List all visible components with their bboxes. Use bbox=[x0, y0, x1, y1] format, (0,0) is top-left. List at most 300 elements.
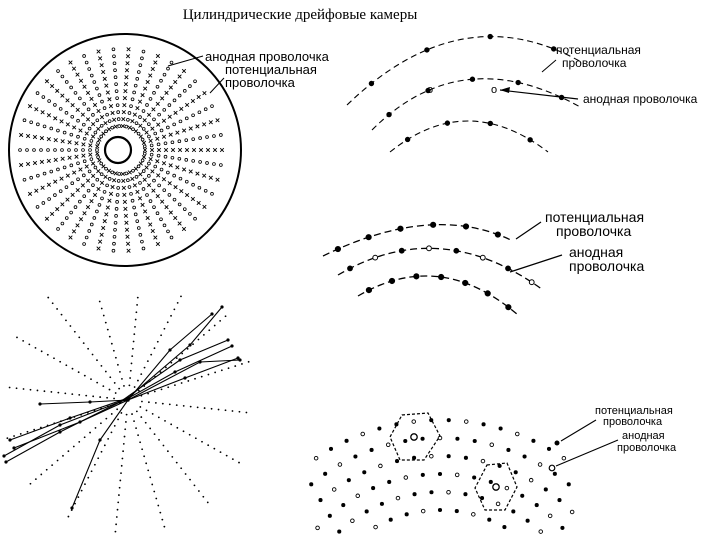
grid-dot bbox=[136, 304, 138, 306]
grid-dot bbox=[154, 347, 156, 349]
potential-wire-x bbox=[145, 166, 149, 170]
potential-wire-x bbox=[126, 242, 130, 246]
potential-wire-x bbox=[83, 211, 87, 215]
potential-wire-x bbox=[83, 85, 87, 89]
potential-wire-x bbox=[106, 91, 110, 95]
potential-wire-x bbox=[192, 148, 196, 152]
grid-dot bbox=[35, 478, 37, 480]
anode-wire-o bbox=[163, 73, 166, 76]
potential-wire-mark bbox=[445, 121, 449, 125]
anode-dot bbox=[447, 490, 451, 494]
anode-wire-o bbox=[113, 235, 116, 238]
potential-wire-x bbox=[202, 123, 206, 127]
potential-wire-x bbox=[104, 121, 108, 125]
anode-wire-o bbox=[164, 142, 167, 145]
potential-wire-x bbox=[47, 183, 51, 187]
anode-wire-o bbox=[185, 180, 188, 183]
anode-wire-o bbox=[147, 123, 150, 126]
anode-wire-o bbox=[117, 186, 120, 189]
potential-dot bbox=[498, 464, 501, 467]
grid-dot bbox=[147, 469, 149, 471]
grid-dot bbox=[47, 354, 49, 356]
anode-wire-o bbox=[160, 79, 163, 82]
anode-wire-o bbox=[153, 179, 156, 182]
potential-dot bbox=[365, 510, 368, 513]
potential-dot bbox=[482, 423, 485, 426]
anode-wire-o bbox=[83, 55, 86, 58]
grid-dot bbox=[208, 329, 210, 331]
potential-dot bbox=[507, 448, 510, 451]
anode-wire-o bbox=[157, 154, 160, 157]
potential-wire-x bbox=[139, 172, 143, 176]
potential-wire-x bbox=[185, 148, 189, 152]
anode-wire-mark bbox=[480, 255, 485, 260]
anode-wire-o bbox=[19, 149, 22, 152]
anode-wire-o bbox=[132, 169, 135, 172]
label-potential-3a: потенциальная bbox=[545, 209, 645, 225]
anode-wire-o bbox=[211, 105, 214, 108]
grid-dot bbox=[115, 392, 117, 394]
label-potential-2a: потенциальная bbox=[556, 43, 641, 57]
anode-wire-o bbox=[153, 91, 156, 94]
grid-dot bbox=[197, 406, 199, 408]
grid-dot bbox=[180, 467, 182, 469]
anode-wire-o bbox=[42, 96, 45, 99]
anode-wire-o bbox=[118, 173, 121, 176]
grid-dot bbox=[16, 337, 18, 339]
grid-dot bbox=[220, 451, 222, 453]
grid-dot bbox=[225, 409, 227, 411]
grid-dot bbox=[84, 375, 86, 377]
anode-wire-o bbox=[133, 206, 136, 209]
grid-dot bbox=[150, 354, 152, 356]
anode-wire-o bbox=[113, 55, 116, 58]
anode-wire-o bbox=[113, 242, 116, 245]
anode-wire-o bbox=[139, 182, 142, 185]
anode-wire-o bbox=[116, 193, 119, 196]
hex-cell-2 bbox=[475, 463, 517, 510]
potential-wire-x bbox=[169, 164, 173, 168]
label-potential-5b: проволочка bbox=[603, 416, 663, 428]
grid-dot bbox=[100, 422, 102, 424]
anode-wire-o bbox=[158, 184, 161, 187]
grid-dot bbox=[61, 314, 63, 316]
anode-wire-o bbox=[71, 182, 74, 185]
anode-wire-o bbox=[65, 186, 68, 189]
grid-dot bbox=[20, 433, 22, 435]
grid-dot bbox=[130, 370, 132, 372]
potential-wire-x bbox=[125, 221, 129, 225]
event-display bbox=[2, 295, 249, 532]
potential-wire-x bbox=[156, 123, 160, 127]
grid-dot bbox=[133, 341, 135, 343]
anode-wire-o bbox=[48, 100, 51, 103]
grid-dot bbox=[107, 438, 109, 440]
anode-wire-o bbox=[48, 198, 51, 201]
anode-wire-o bbox=[146, 104, 149, 107]
anode-wire-o bbox=[163, 108, 166, 111]
anode-wire-o bbox=[213, 135, 216, 138]
grid-dot bbox=[208, 374, 210, 376]
grid-dot bbox=[153, 491, 155, 493]
potential-wire-x bbox=[86, 179, 90, 183]
anode-wire-o bbox=[103, 190, 106, 193]
potential-wire-x bbox=[154, 61, 158, 65]
potential-wire-x bbox=[125, 68, 129, 72]
anode-wire-o bbox=[153, 118, 156, 121]
anode-wire-o bbox=[219, 134, 222, 137]
label-anode-3b: проволочка bbox=[569, 258, 645, 274]
anode-wire-o bbox=[65, 81, 68, 84]
anode-wire-o bbox=[100, 162, 103, 165]
grid-dot bbox=[84, 483, 86, 485]
anode-dot bbox=[539, 530, 543, 534]
potential-wire-x bbox=[105, 84, 109, 88]
potential-wire-x bbox=[143, 87, 147, 91]
label-anode-3a: анодная bbox=[569, 244, 624, 260]
potential-wire-x bbox=[127, 47, 131, 51]
grid-dot bbox=[30, 483, 32, 485]
anode-dot bbox=[455, 473, 459, 477]
potential-wire-x bbox=[75, 141, 79, 145]
potential-wire-x bbox=[50, 84, 54, 88]
potential-wire-x bbox=[125, 75, 129, 79]
anode-wire-o bbox=[114, 69, 117, 72]
anode-wire-o bbox=[112, 48, 115, 51]
anode-wire-o bbox=[204, 189, 207, 192]
anode-wire-o bbox=[88, 230, 91, 233]
potential-wire-x bbox=[96, 169, 100, 173]
potential-wire-x bbox=[40, 160, 44, 164]
potential-wire-x bbox=[114, 172, 118, 176]
anode-wire-o bbox=[63, 131, 66, 134]
leader-line-anode-3 bbox=[510, 255, 562, 272]
grid-dot bbox=[167, 450, 169, 452]
potential-wire-x bbox=[53, 180, 57, 184]
anode-wire-o bbox=[68, 149, 71, 152]
potential-wire-x bbox=[98, 159, 102, 163]
potential-wire-x bbox=[41, 110, 45, 114]
grid-dot bbox=[99, 301, 101, 303]
potential-dot bbox=[380, 502, 383, 505]
anode-wire-o bbox=[95, 210, 98, 213]
grid-dot bbox=[119, 371, 121, 373]
potential-wire-x bbox=[162, 135, 166, 139]
potential-wire-x bbox=[169, 211, 173, 215]
anode-wire-o bbox=[116, 97, 119, 100]
grid-dot bbox=[37, 390, 39, 392]
potential-wire-x bbox=[156, 174, 160, 178]
potential-wire-x bbox=[72, 230, 76, 234]
anode-wire-o bbox=[199, 161, 202, 164]
anode-wire-o bbox=[36, 205, 39, 208]
label-anode-5b: проволочка bbox=[617, 442, 677, 454]
grid-dot bbox=[131, 363, 133, 365]
anode-dot bbox=[316, 526, 320, 530]
radial-dot-grid bbox=[6, 295, 249, 532]
grid-dot bbox=[201, 441, 203, 443]
potential-wire-x bbox=[121, 172, 125, 176]
potential-wire-x bbox=[66, 198, 70, 202]
potential-wire-x bbox=[142, 141, 146, 145]
track-line bbox=[40, 358, 238, 404]
anode-wire-o bbox=[143, 145, 146, 148]
potential-wire-x bbox=[45, 217, 49, 221]
grid-dot bbox=[164, 420, 166, 422]
anode-wire-o bbox=[54, 149, 57, 152]
potential-wire-x bbox=[33, 135, 37, 139]
potential-wire-x bbox=[79, 129, 83, 133]
potential-wire-mark bbox=[389, 278, 394, 283]
anode-dot bbox=[396, 496, 400, 500]
anode-wire-o bbox=[90, 74, 93, 77]
grid-dot bbox=[135, 311, 137, 313]
grid-dot bbox=[140, 416, 142, 418]
anode-wire-o bbox=[166, 126, 169, 129]
track-hit bbox=[8, 438, 11, 441]
anode-wire-o bbox=[139, 233, 142, 236]
potential-dot bbox=[347, 479, 350, 482]
potential-dot bbox=[421, 473, 424, 476]
potential-wire-x bbox=[98, 57, 102, 61]
anode-wire-o bbox=[192, 114, 195, 117]
stagger-arc-2 bbox=[338, 248, 543, 290]
potential-wire-x bbox=[150, 148, 154, 152]
potential-wire-mark bbox=[439, 274, 444, 279]
anode-wire-o bbox=[142, 50, 145, 53]
potential-wire-x bbox=[157, 148, 161, 152]
potential-wire-mark bbox=[366, 288, 371, 293]
potential-wire-x bbox=[82, 143, 86, 147]
hex-wire-dots bbox=[310, 419, 574, 534]
leader-line-potential-2 bbox=[542, 60, 556, 72]
potential-dot bbox=[430, 491, 433, 494]
anode-dot bbox=[430, 454, 434, 458]
grid-dot bbox=[62, 455, 64, 457]
grid-dot bbox=[155, 402, 157, 404]
potential-wire-x bbox=[176, 166, 180, 170]
potential-wire-mark bbox=[405, 137, 409, 141]
grid-dot bbox=[119, 487, 121, 489]
potential-dot bbox=[378, 427, 381, 430]
anode-dot bbox=[314, 456, 318, 460]
anode-wire-o bbox=[199, 137, 202, 140]
potential-wire-x bbox=[79, 168, 83, 172]
label-potential-2b: проволочка bbox=[562, 56, 627, 70]
label-potential-5a: потенциальная bbox=[595, 405, 673, 417]
grid-dot bbox=[167, 321, 169, 323]
anode-wire-o bbox=[54, 194, 57, 197]
anode-wire-o bbox=[82, 123, 85, 126]
hexagonal-cell-diagram bbox=[310, 405, 677, 533]
grid-dot bbox=[51, 464, 53, 466]
potential-wire-x bbox=[28, 104, 32, 108]
grid-dot bbox=[132, 348, 134, 350]
potential-wire-x bbox=[134, 167, 138, 171]
grid-dot bbox=[78, 441, 80, 443]
potential-wire-x bbox=[126, 61, 130, 65]
grid-dot bbox=[137, 297, 139, 299]
potential-wire-x bbox=[103, 219, 107, 223]
potential-wire-x bbox=[96, 127, 100, 131]
potential-wire-x bbox=[47, 137, 51, 141]
anode-wire-o bbox=[63, 166, 66, 169]
potential-wire-mark bbox=[348, 266, 353, 271]
grid-dot bbox=[44, 390, 46, 392]
anode-wire-o bbox=[106, 113, 109, 116]
potential-wire-x bbox=[127, 249, 131, 253]
potential-wire-x bbox=[54, 158, 58, 162]
anode-wire-o bbox=[189, 213, 192, 216]
anode-wire-o bbox=[83, 137, 86, 140]
anode-wire-o bbox=[116, 200, 119, 203]
arc-layer-1 bbox=[347, 37, 583, 105]
grid-dot bbox=[116, 408, 118, 410]
anode-wire-o bbox=[96, 149, 99, 152]
anode-wire-o bbox=[185, 139, 188, 142]
potential-wire-x bbox=[136, 190, 140, 194]
potential-dot bbox=[567, 483, 570, 486]
grid-dot bbox=[117, 501, 119, 503]
potential-wire-x bbox=[151, 127, 155, 131]
anode-wire-o bbox=[157, 143, 160, 146]
anode-wire-o bbox=[23, 119, 26, 122]
anode-wire-o bbox=[90, 139, 93, 142]
grid-dot bbox=[134, 386, 136, 388]
anode-wire-o bbox=[74, 92, 77, 95]
grid-dot bbox=[141, 401, 143, 403]
potential-wire-x bbox=[91, 122, 95, 126]
anode-dot bbox=[529, 478, 533, 482]
track-hit bbox=[226, 338, 229, 341]
potential-wire-x bbox=[105, 213, 109, 217]
grid-dot bbox=[189, 434, 191, 436]
anode-wire-o bbox=[54, 104, 57, 107]
grid-dot bbox=[148, 401, 150, 403]
potential-wire-x bbox=[133, 184, 137, 188]
grid-dot bbox=[28, 343, 30, 345]
potential-wire-x bbox=[154, 236, 158, 240]
label-potential-wire-1: потенциальная bbox=[225, 62, 317, 77]
potential-wire-mark bbox=[431, 222, 436, 227]
potential-wire-mark bbox=[488, 34, 492, 38]
anode-wire-o bbox=[115, 214, 118, 217]
anode-wire-o bbox=[153, 206, 156, 209]
potential-wire-x bbox=[146, 80, 150, 84]
grid-dot bbox=[77, 496, 79, 498]
anode-wire-o bbox=[134, 213, 137, 216]
anode-wire-o bbox=[137, 227, 140, 230]
potential-wire-x bbox=[123, 96, 127, 100]
grid-dot bbox=[115, 523, 117, 525]
potential-dot bbox=[329, 447, 332, 450]
potential-dot bbox=[512, 510, 515, 513]
grid-dot bbox=[218, 409, 220, 411]
anode-wire-o bbox=[70, 164, 73, 167]
anode-wire-o bbox=[97, 156, 100, 159]
anode-wire-o bbox=[141, 57, 144, 60]
anode-wire-o bbox=[115, 90, 118, 93]
grid-dot bbox=[91, 470, 93, 472]
anode-wire-o bbox=[117, 118, 120, 121]
potential-dot bbox=[526, 519, 529, 522]
potential-wire-x bbox=[79, 217, 83, 221]
potential-wire-x bbox=[47, 159, 51, 163]
potential-dot bbox=[558, 498, 561, 501]
anode-wire-o bbox=[97, 142, 100, 145]
potential-wire-x bbox=[45, 80, 49, 84]
grid-dot bbox=[117, 419, 119, 421]
grid-dot bbox=[207, 502, 209, 504]
grid-dot bbox=[23, 388, 25, 390]
anode-wire-o bbox=[50, 127, 53, 130]
anode-wire-o bbox=[78, 200, 81, 203]
grid-dot bbox=[202, 496, 204, 498]
grid-dot bbox=[41, 350, 43, 352]
grid-dot bbox=[228, 367, 230, 369]
grid-dot bbox=[81, 490, 83, 492]
potential-wire-x bbox=[124, 89, 128, 93]
anode-wire-o bbox=[117, 180, 120, 183]
anode-wire-o bbox=[77, 135, 80, 138]
potential-wire-x bbox=[69, 236, 73, 240]
potential-wire-x bbox=[139, 135, 143, 139]
potential-dot bbox=[561, 526, 564, 529]
potential-wire-x bbox=[180, 107, 184, 111]
grid-dot bbox=[183, 405, 185, 407]
potential-dot bbox=[310, 483, 313, 486]
potential-wire-x bbox=[180, 189, 184, 193]
potential-wire-x bbox=[220, 148, 224, 152]
grid-dot bbox=[68, 516, 70, 518]
anode-wire-o bbox=[33, 149, 36, 152]
potential-wire-x bbox=[206, 148, 210, 152]
anode-wire-o bbox=[88, 127, 91, 130]
grid-dot bbox=[183, 430, 185, 432]
grid-dot bbox=[122, 450, 124, 452]
potential-wire-x bbox=[81, 113, 85, 117]
anode-wire-o bbox=[141, 240, 144, 243]
potential-wire-x bbox=[122, 186, 126, 190]
grid-dot bbox=[118, 494, 120, 496]
anode-wire-o bbox=[179, 177, 182, 180]
grid-dot bbox=[154, 433, 156, 435]
potential-wire-x bbox=[147, 113, 151, 117]
grid-dot bbox=[87, 348, 89, 350]
anode-wire-o bbox=[114, 76, 117, 79]
grid-dot bbox=[90, 378, 92, 380]
potential-wire-x bbox=[108, 98, 112, 102]
anode-dot bbox=[356, 494, 360, 498]
grid-dot bbox=[177, 302, 179, 304]
potential-dot bbox=[535, 503, 538, 506]
potential-wire-x bbox=[147, 183, 151, 187]
grid-dot bbox=[143, 455, 145, 457]
anode-wire-o bbox=[139, 64, 142, 67]
potential-dot bbox=[372, 486, 375, 489]
potential-wire-x bbox=[168, 181, 172, 185]
anode-wire-o bbox=[141, 138, 144, 141]
anode-wire-o bbox=[137, 71, 140, 74]
grid-dot bbox=[101, 308, 103, 310]
anode-wire-o bbox=[105, 130, 108, 133]
anode-wire-o bbox=[150, 144, 153, 147]
grid-dot bbox=[146, 410, 148, 412]
anode-wire-o bbox=[87, 108, 90, 111]
anode-wire-o bbox=[77, 178, 80, 181]
anode-wire-o bbox=[101, 197, 104, 200]
anode-wire-o bbox=[95, 87, 98, 90]
